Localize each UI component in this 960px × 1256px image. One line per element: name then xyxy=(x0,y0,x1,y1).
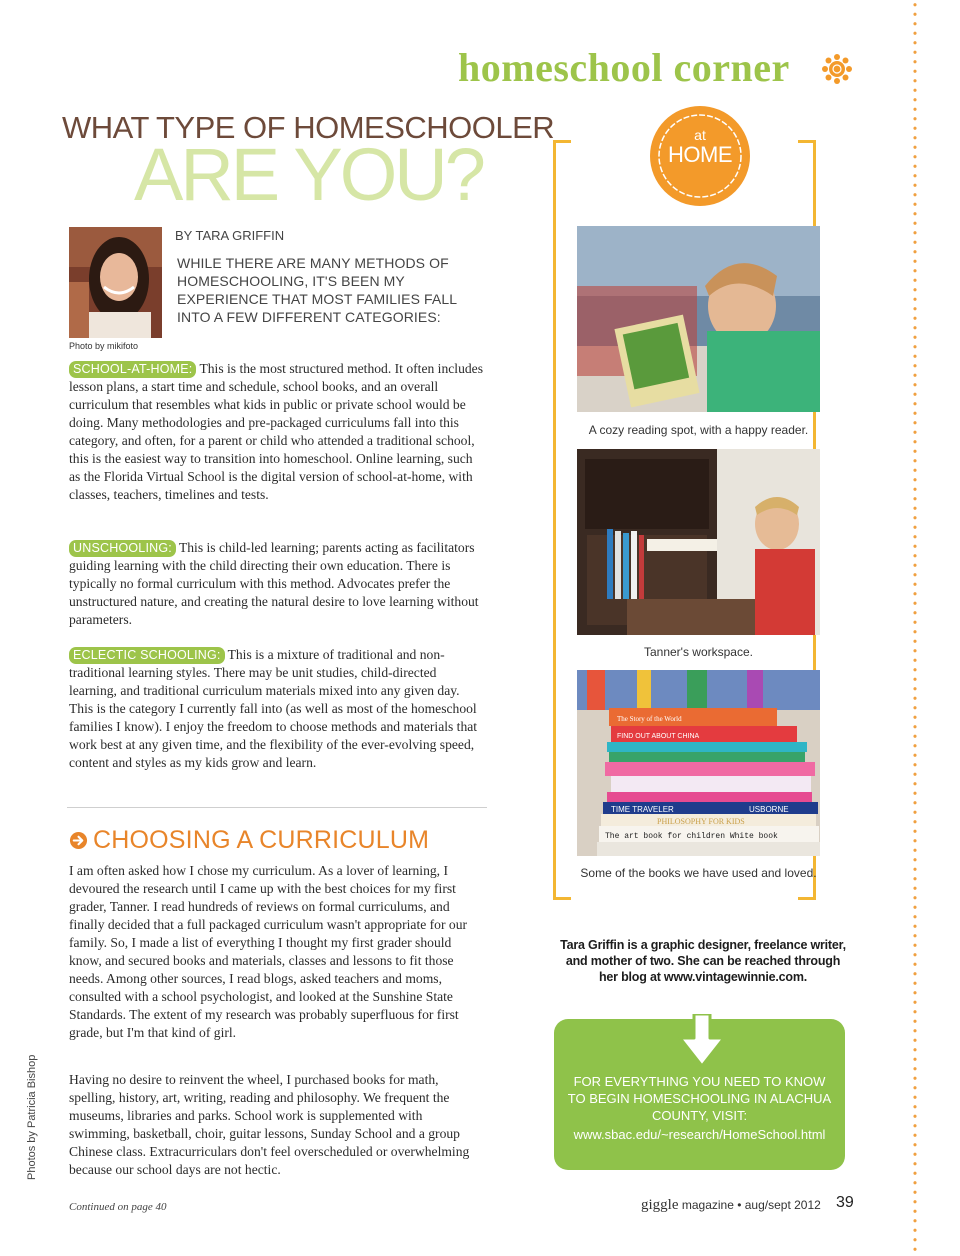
cta-text xyxy=(566,1073,833,1143)
book-spine: PHILOSOPHY FOR KIDS xyxy=(657,817,745,826)
down-arrow-icon xyxy=(678,1014,726,1068)
footer-magazine xyxy=(641,1197,821,1214)
divider xyxy=(67,807,487,808)
book-spine: The Story of the World xyxy=(617,715,682,723)
side-photo-credit: Photos by Patricia Bishop xyxy=(26,1054,38,1180)
sun-flower-icon xyxy=(822,54,852,84)
photo-reading-boy xyxy=(577,226,820,412)
book-spine: The art book for children White book xyxy=(605,832,778,841)
category-text: This is child-led learning; parents acting as facilitators guiding learning with the child directing their own education. There is typically no formal curriculum with this method. Advocates prefer the unstructured nature, and creating the natural desire to love learning without parameters. xyxy=(69,540,479,627)
headline-kicker: WHAT TYPE OF HOMESCHOOLER xyxy=(62,110,555,145)
byline: BY TARA GRIFFIN xyxy=(175,228,285,243)
badge-big-text: HOME xyxy=(668,142,732,167)
photo-caption: A cozy reading spot, with a happy reader. xyxy=(588,423,809,437)
sidebar-bracket-left xyxy=(553,140,571,900)
cta-message: FOR EVERYTHING YOU NEED TO KNOW TO BEGIN HOMESCHOOLING IN ALACHUA COUNTY, VISIT: xyxy=(567,1074,832,1123)
cta-link[interactable]: www.sbac.edu/~research/HomeSchool.html xyxy=(573,1127,826,1142)
intro-text: WHILE THERE ARE MANY METHODS OF HOMESCHOOLING, IT'S BEEN MY EXPERIENCE THAT MOST FAMILIES FALL INTO A FEW DIFFERENT CATEGORIES: xyxy=(177,255,457,325)
headline: ARE YOU? xyxy=(134,133,483,216)
page-number: 39 xyxy=(836,1194,854,1211)
continued-note: Continued on page 40 xyxy=(69,1201,167,1213)
author-bio: Tara Griffin is a graphic designer, freelance writer, and mother of two. She can be reached through her blog at www.vintagewinnie.com. xyxy=(560,938,846,984)
category-tag: ECLECTIC SCHOOLING: xyxy=(69,647,225,664)
photo-caption: Some of the books we have used and loved. xyxy=(580,866,817,880)
photo-books xyxy=(577,670,820,856)
badge-small-text: at xyxy=(694,127,706,143)
section-title: homeschool corner xyxy=(458,45,790,90)
arrow-circle-icon xyxy=(69,831,88,850)
book-spine: USBORNE xyxy=(749,805,789,814)
photo-credit: Photo by mikifoto xyxy=(69,341,139,351)
category-unschooling xyxy=(69,539,484,629)
book-spine: FIND OUT ABOUT CHINA xyxy=(617,733,700,740)
section-heading-text: CHOOSING A CURRICULUM xyxy=(93,826,430,854)
author-photo xyxy=(69,227,162,338)
category-eclectic xyxy=(69,646,484,772)
category-text: This is a mixture of traditional and non-traditional learning styles. There may be unit studies, child-directed learning, and traditional curriculum materials mixed into any given day. This is the category I currently fall into (as well as most of the homeschool families I know). I enjoy the freedom to choose methods and materials that work best at any given time, and the flexibility of the ever-evolving speed, content and styles as my kids grow and learn. xyxy=(69,647,478,770)
book-spine: TIME TRAVELER xyxy=(611,805,674,814)
footer-issue: magazine • aug/sept 2012 xyxy=(681,1198,821,1212)
photo-workspace xyxy=(577,449,820,635)
footer-brand: giggle xyxy=(641,1197,679,1213)
body-paragraph: I am often asked how I chose my curriculum. As a lover of learning, I devoured the research until I came up with the best choices for my first grader, Tanner. I read hundreds of reviews on formal curriculums, and finally decided that a full packaged curriculum wasn't appropriate for our family. So, I made a list of everything I thought my first grader should know, and secured books and materials, classes and lessons to fit those needs. Among other sources, I read blogs, asked teachers and moms, consulted with a school psychologist, and looked at the Sunshine State Standards. The extent of my research was probably superfluous for first grade, but I'm that kind of girl. xyxy=(69,863,468,1040)
dotted-margin-rule xyxy=(912,0,918,1256)
section-heading xyxy=(69,826,429,855)
badge-text xyxy=(648,128,752,168)
category-school-at-home xyxy=(69,360,484,504)
photo-caption: Tanner's workspace. xyxy=(643,645,753,659)
category-tag: SCHOOL-AT-HOME: xyxy=(69,361,196,378)
category-text: This is the most structured method. It often includes lesson plans, a start time and schedule, school books, and an overall curriculum that resembles what kids in public or private school would be doing. Many methodologies and pre-packaged curriculums fall into this category, and often, for a parent or child who attended a traditional school, this is the easiest way to transition into homeschool. Online learning, such as the Florida Virtual School is the digital version of school-at-home, with classes, teachers, timelines and tests. xyxy=(69,361,483,502)
body-paragraph: Having no desire to reinvent the wheel, I purchased books for math, spelling, history, art, writing, reading and philosophy. We frequent the museums, libraries and parks. School work is supplemented with swimming, basketball, choir, guitar lessons, Sunday School and a group Chinese class. Extracurriculars don't feel overscheduled or overwhelming because our school days are not hectic. xyxy=(69,1072,470,1177)
category-tag: UNSCHOOLING: xyxy=(69,540,176,557)
